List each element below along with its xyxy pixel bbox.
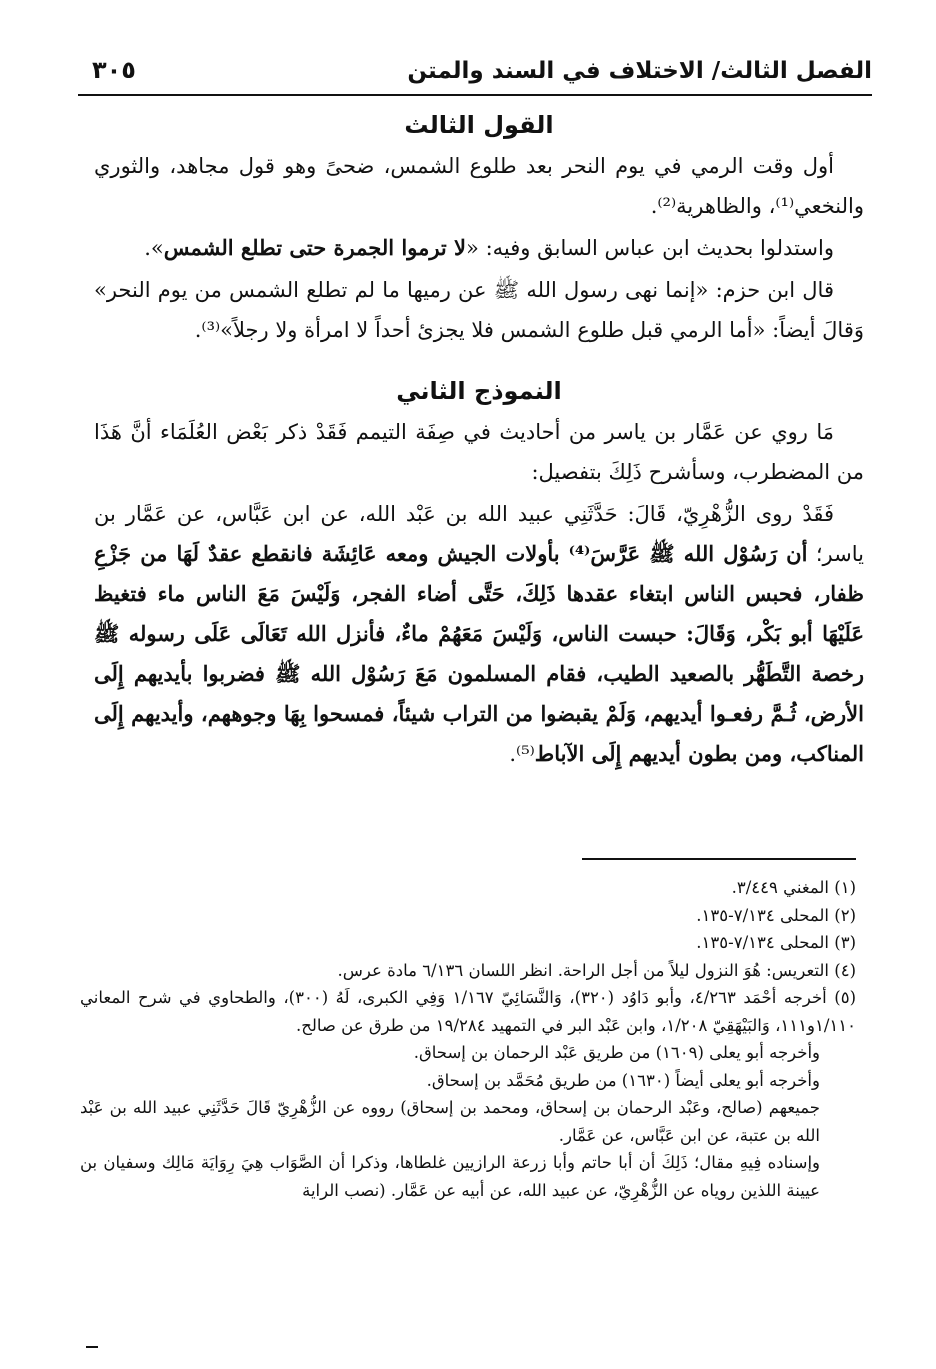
footnote-separator — [582, 858, 856, 860]
hadith-text: أن رَسُوْل الله ﷺ عَرَّسَ⁽⁴⁾ بأولات الجيش ومعه عَائِشَة فانقطع عقدٌ لَهَا من جَزْعِ ظفار، فحبس الناس ابتغاء عقدها ذَلِكَ، حَتَّى أضاء الفجر، وَلَيْسَ مَعَ الناس ماء فتغيظ عَلَيْهَا أبو بَكْر، وَقَالَ: حبست الناس، وَلَيْسَ مَعَهُمْ ماءٌ، فأنزل الله تَعَالَى عَلَى رسوله ﷺ رخصة التَّطَهُّر بالصعيد الطيب، فقام المسلمون مَعَ رَسُوْل الله ﷺ فضربوا بأيديهم إِلَى الأرض، ثُـمَّ رفعـوا أيديهم، وَلَمْ يقبضوا من التراب شيئاً، فمسحوا بِهَا وجوههم، وأيديهم إِلَى المناكب، ومن بطون أيديهم إِلَى الآباط — [94, 541, 864, 766]
quoted-hadith: لا ترموا الجمرة حتى تطلع الشمس — [163, 235, 467, 260]
footnote: (١) المغني ٣/٤٤٩. — [731, 878, 856, 897]
footnote: (٢) المحلى ٧/١٣٤-١٣٥. — [696, 905, 856, 925]
chapter-title: الفصل الثالث/ الاختلاف في السند والمتن — [407, 58, 872, 84]
footnote-continuation: وأخرجه أبو يعلى أيضاً (١٦٣٠) من طريق مُحَمَّد بن إسحاق. — [426, 1070, 820, 1090]
section-heading-second-model: النموذج الثاني — [396, 377, 562, 405]
footnote-continuation: جميعهم (صالح، وعَبْد الرحمان بن إسحاق، ومحمد بن إسحاق) رووه عن الزُّهْرِيّ قَالَ حَدَّثَنِي عبيد الله بن عَبْد الله بن عتبة، عن ابن عَبَّاس، عن عَمَّار. — [80, 1098, 820, 1145]
paragraph — [94, 228, 864, 268]
main-text — [94, 108, 864, 776]
paragraph: أول وقت الرمي في يوم النحر بعد طلوع الشمس، ضحىً وهو قول مجاهد، والثوري والنخعي⁽¹⁾، والظاهرية⁽²⁾. — [94, 154, 864, 218]
paragraph — [94, 494, 864, 774]
footnote: (٥) أخرجه أحْمَد ٤/٢٦٣، وأبو دَاوُد (٣٢٠)، وَالنَّسَائِيّ ١/١٦٧ وَفِي الكبرى، لَهُ (٣٠٠)، والطحاوي في شرح المعاني ١/١١٠و١١١، وَالبَيْهَقِيّ ١/٢٠٨، وابن عَبْد البر في التمهيد ١٩/٢٨٤ من طرق عن صالح. — [80, 988, 857, 1035]
footnote-continuation: وأخرجه أبو يعلى (١٦٠٩) من طريق عَبْد الرحمان بن إسحاق. — [413, 1043, 820, 1062]
paragraph: قال ابن حزم: «إنما نهى رسول الله ﷺ عن رميها ما لم تطلع الشمس من يوم النحر» وَقالَ أيضاً: «أما الرمي قبل طلوع الشمس فلا يجزئ أحداً لا امرأة ولا رجلاً»⁽³⁾. — [94, 278, 864, 342]
footnote: (٤) التعريس: هُوَ النزول ليلاً من أجل الراحة. انظر اللسان ٦/١٣٦ مادة عرس. — [337, 960, 856, 980]
paragraph: مَا روي عن عَمَّار بن ياسر من أحاديث في صِفَة التيمم فَقَدْ ذكر بَعْض العُلَمَاء أنَّ هَذَا من المضطرب، وسأشرح ذَلِكَ بتفصيل: — [94, 420, 864, 484]
section-heading-third-opinion: القول الثالث — [404, 111, 554, 139]
footnote: (٣) المحلى ٧/١٣٤-١٣٥. — [696, 933, 856, 952]
page-number: ٣٠٥ — [92, 56, 136, 84]
running-header — [78, 52, 872, 96]
footnotes — [80, 874, 856, 1204]
footnote-continuation: وإسناده فِيهِ مقال؛ ذَلِكَ أن أبا حاتم وأبا زرعة الرازيين غلطاها، وذكرا أن الصَّوَاب هِيَ رِوَايَة مَالِك وسفيان بن عيينة اللذين روياه عن الزُّهْرِيّ، عن عبيد الله، عن أبيه عن عَمَّار. (نصب الراية — [80, 1153, 820, 1200]
text-run: فَقَدْ روى الزُّهْرِيّ، قَالَ: حَدَّثَنِي عبيد الله بن عَبْد الله، عن ابن عَبَّاس، عن عَمَّار بن ياسر؛ — [94, 502, 864, 566]
text-run: ». — [144, 236, 164, 260]
text-run: ⁽⁵⁾. — [509, 742, 535, 766]
continuation-mark — [86, 1346, 98, 1348]
text-run: واستدلوا بحديث ابن عباس السابق وفيه: « — [466, 236, 834, 260]
